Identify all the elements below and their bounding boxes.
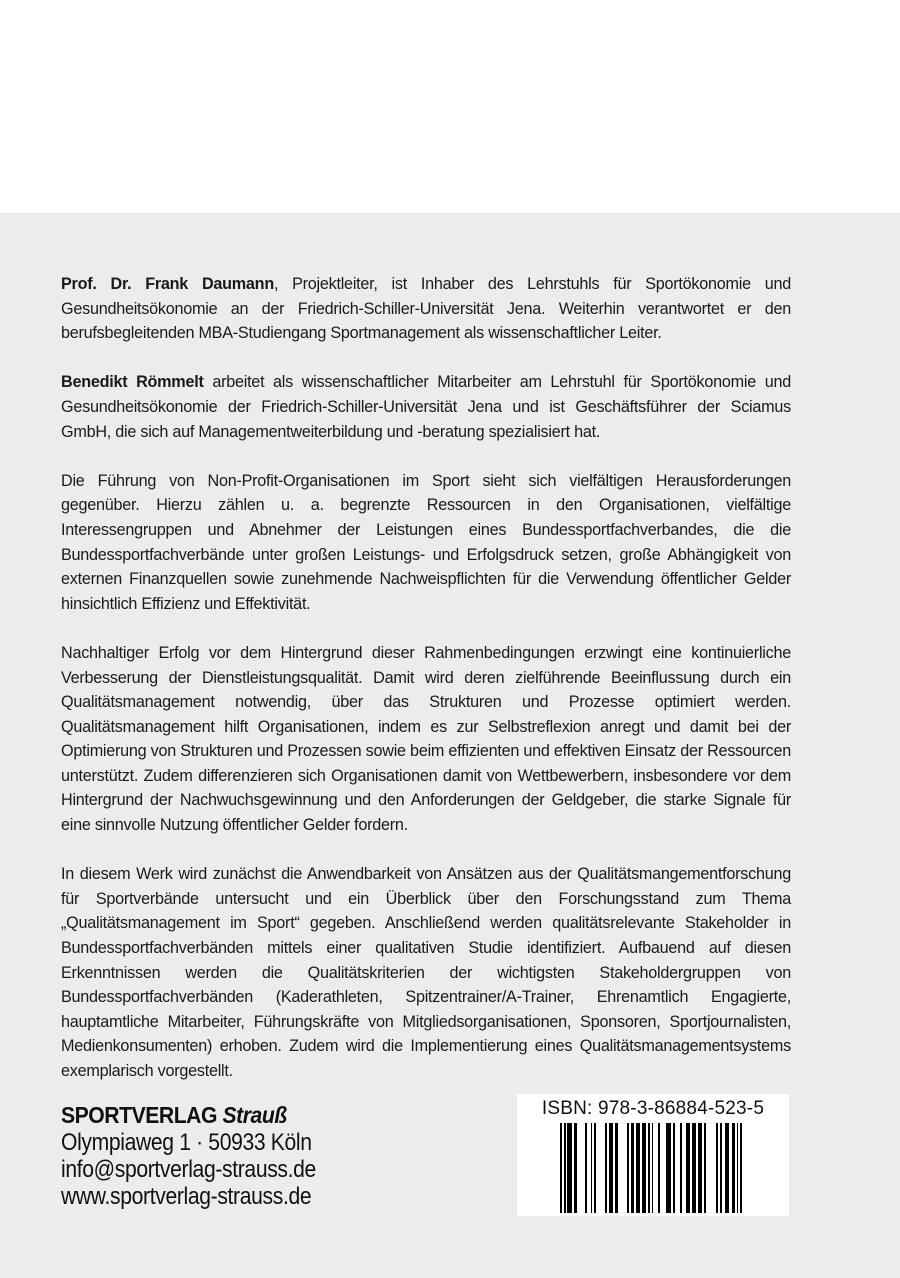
author-bio: arbeitet als wissenschaftlicher Mitarbeiter am Lehrstuhl für Sportökonomie und Gesundheitsökonomie der Friedrich-Schiller-Universität Jena und ist Geschäftsführer der Sciamus GmbH, die sich auf Managementweiterbildung und -beratung spezialisiert hat.: [61, 373, 791, 441]
author-bio-daumann: [61, 272, 791, 346]
description-paragraph: Die Führung von Non-Profit-Organisationen im Sport sieht sich vielfältigen Herausforderungen gegenüber. Hierzu zählen u. a. begrenzte Ressourcen in den Organisationen, vielfältige Interessengruppen und Abnehmer der Leistungen eines Bundessportfachverbandes, die die Bundessportfachverbände unter großen Leistungs- und Erfolgsdruck setzen, große Abhängigkeit von externen Finanzquellen sowie zunehmende Nachweispflichten für die Verwendung öffentlicher Gelder hinsichtlich Effizienz und Effektivität.: [61, 471, 791, 613]
publisher-info: [61, 1101, 381, 1210]
publisher-email[interactable]: info@sportverlag-strauss.de: [61, 1156, 316, 1183]
isbn-barcode-box: [517, 1094, 789, 1216]
top-blank-area: [0, 0, 900, 213]
description-paragraph: In diesem Werk wird zunächst die Anwendbarkeit von Ansätzen aus der Qualitätsmangementforschung für Sportverbände untersucht und ein Überblick über den Forschungsstand zum Thema „Qualitätsmanagement im Sport“ gegeben. Anschließend werden qualitätsrelevante Stakeholder in Bundessportfachverbänden mittels einer qualitativen Studie identifiziert. Aufbauend auf diesen Erkenntnissen werden die Qualitätskriterien der wichtigsten Stakeholdergruppen von Bundessportfachverbänden (Kaderathleten, Spitzentrainer/A-Trainer, Ehrenamtlich Engagierte, hauptamtliche Mitarbeiter, Führungskräfte von Mitgliedsorganisationen, Sponsoren, Sportjournalisten, Medienkonsumenten) erhoben. Zudem wird die Implementierung eines Qualitätsmanagementsystems exemplarisch vorgestellt.: [61, 865, 791, 1080]
author-name: Prof. Dr. Frank Daumann: [61, 275, 274, 293]
back-cover: [0, 213, 900, 1278]
publisher-name-bold: SPORTVERLAG: [61, 1102, 218, 1128]
author-bio: , Projektleiter, ist Inhaber des Lehrstuhls für Sportökonomie und Gesundheitsökonomie an der Friedrich-Schiller-Universität Jena. Weiterhin verantwortet er den berufsbegleitenden MBA-Studiengang Sportmanagement als wissenschaftlicher Leiter.: [61, 275, 791, 343]
author-name: Benedikt Römmelt: [61, 373, 204, 392]
publisher-name-italic: Strauß: [222, 1102, 287, 1128]
publisher-website[interactable]: www.sportverlag-strauss.de: [61, 1183, 312, 1210]
description-paragraph: Nachhaltiger Erfolg vor dem Hintergrund dieser Rahmenbedingungen erzwingt eine kontinuierliche Verbesserung der Dienstleistungsqualität. Damit wird deren zielführende Beeinflussung durch ein Qualitätsmanagement notwendig, über das Strukturen und Prozesse optimiert werden. Qualitätsmanagement hilft Organisationen, indem es zur Selbstreflexion anregt und damit bei der Optimierung von Strukturen und Prozessen sowie beim effizienten und effektiven Einsatz der Ressourcen unterstützt. Zudem differenzieren sich Organisationen damit von Wettbewerbern, insbesondere vor dem Hintergrund der Nachwuchsgewinnung und den Anforderungen der Geldgeber, die starke Signale für eine sinnvolle Nutzung öffentlicher Gelder fordern.: [61, 643, 791, 835]
barcode-icon: [560, 1123, 750, 1213]
publisher-address: Olympiaweg 1 · 50933 Köln: [61, 1129, 312, 1156]
publisher-name: [61, 1101, 355, 1129]
isbn-label: ISBN: 978-3-86884-523-5: [541, 1098, 765, 1119]
author-bio-roemmelt: [61, 370, 791, 444]
blurb-text: [61, 272, 791, 1084]
